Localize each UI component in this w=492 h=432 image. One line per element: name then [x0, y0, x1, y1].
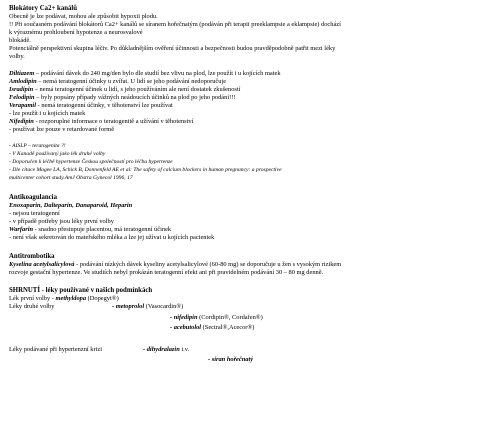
drug-text: – nemá teratogenní účinky u zvířat. U lidí se jeho podávání nedoporučuje	[36, 78, 227, 85]
section-heading-calcium-blockers: Blokátory Ca2+ kanálů	[9, 5, 78, 12]
drug-name: methyldopa	[55, 295, 87, 302]
paragraph-line: - lze použít i u kojících matek	[9, 110, 86, 117]
drug-name: Warfarin	[9, 226, 34, 233]
drug-entry-warfarin	[9, 226, 171, 233]
paragraph-line: blokádě.	[9, 37, 31, 44]
drug-text: - snadno přestupuje placentou, má teratogenní účinek	[33, 226, 172, 233]
brand-names: (Dopegyt®)	[86, 295, 119, 302]
second-choice-acebutolol	[170, 324, 254, 331]
drug-name: - metoprolol	[112, 303, 145, 310]
drug-text: - podávání nízkých dávek kyseliny acetylsalicylové (60-80 mg) se doporučuje u žen s vysokým rizikem	[74, 261, 342, 268]
drug-name: Isradipin	[9, 86, 34, 93]
drug-text: - rozporuplné informace o teratogenitě a užívání v těhotenství	[33, 118, 194, 125]
second-choice-nifedipin	[170, 314, 263, 321]
brand-names: (Sectral®,Acecor®)	[201, 324, 255, 331]
brand-names: (Cordipin®, Cordafen®)	[197, 314, 263, 321]
crisis-label: Léky podávané při hypertenzní krizi	[9, 346, 102, 353]
section-heading-antithrombotics: Antitrombotika	[9, 253, 55, 260]
drug-text: - nemá teratogenní účinky, v těhotenství lze používat	[36, 102, 173, 109]
drug-entry-amlodipin	[9, 78, 226, 85]
drug-entry-asa	[9, 261, 341, 268]
crisis-dihydralazin	[143, 346, 189, 353]
drug-name: - nifedipin	[170, 314, 198, 321]
second-choice-label: Léky druhé volby	[9, 303, 55, 310]
paragraph-line: - není však sekretován do mateřského mléka a lze jej užívat u kojících pacientek	[9, 234, 215, 241]
note-line: - Dle citace Magee LA, Schick B, Donnenfeld AE et al: The safety of calcium blockers in human pregnancy: a prospective	[9, 167, 282, 173]
note-line: - AISLP – teratogenita ?!	[9, 143, 66, 149]
drug-entry-isradipin	[9, 86, 240, 93]
drug-entry-diltiazem	[9, 70, 281, 77]
paragraph-line: !! Při současném podávání blokátorů Ca2+ kanálů se síranem hořečnatým (podáván při terapii preeklampsie a eklampsie) dochází	[9, 21, 341, 28]
drug-name: Verapamil	[9, 102, 36, 109]
section-heading-anticoagulants: Antikoagulancia	[9, 194, 57, 201]
paragraph-line: - nejsou teratogenní	[9, 210, 60, 217]
drug-name: Kyselina acetylsalicylová	[9, 261, 75, 268]
drug-text: – podávání dávek do 240 mg/den bylo dle studií bez vlivu na plod, lze použít i u kojících matek	[34, 70, 281, 77]
drug-text: – nemá teratogenní účinek u lidí, s jeho používáním ale není dostatek zkušeností	[33, 86, 241, 93]
crisis-magnesium-sulfate: - síran hořečnatý	[208, 356, 254, 363]
drug-entry-verapamil	[9, 102, 173, 109]
drug-list: Enoxaparin, Dalteparin, Danaparoid, Heparin	[9, 202, 133, 209]
paragraph-line: - používat lze pouze v retardované formě	[9, 126, 115, 133]
route: i.v.	[179, 346, 190, 353]
brand-names: (Vasocardin®)	[144, 303, 184, 310]
paragraph-line: Potenciálně perspektivní skupina léčiv. Po důkladnějším ověření účinnosti a bezpečnosti budou pravděpodobně patřit mezi léky	[9, 45, 336, 52]
paragraph-line: k výraznému prohloubení hypotenze a neurosvalové	[9, 29, 143, 36]
second-choice-metoprolol	[112, 303, 183, 310]
drug-name: - acebutolol	[170, 324, 202, 331]
section-heading-summary: SHRNUTÍ - léky používané v našich podmínkách	[9, 287, 153, 294]
paragraph-line: - v případě potřeby jsou léky první volby	[9, 218, 114, 225]
paragraph-line: volby.	[9, 53, 25, 60]
paragraph-line: Obecně je lze podávat, mohou ale způsobit hypoxii plodu.	[9, 13, 158, 20]
drug-name: Amlodipin	[9, 78, 37, 85]
first-choice-line	[9, 295, 119, 302]
note-line: - Doporučen k léčbě hypertenze Českou společností pro léčbu hypertenze	[9, 159, 173, 165]
drug-name: Diltiazem	[9, 70, 35, 77]
first-choice-label: Lék první volby -	[9, 295, 54, 302]
drug-name: Nifedipin	[9, 118, 34, 125]
drug-name: Felodipin	[9, 94, 35, 101]
note-line: multicenter cohort study.AmJ Obstra Gynecol 1996, 17	[9, 175, 133, 181]
paragraph-line: rozvoje gestační hypertenze. Ve studiích nebyl prokázán teratogenní efekt ani při pravidelném podávání 30 – 80 mg denně.	[9, 269, 324, 276]
drug-entry-nifedipin	[9, 118, 193, 125]
drug-text: – byly popsány případy vážných neádoucích účinků na plod po jeho podání!!!	[34, 94, 236, 101]
note-line: - V Kanadě používaný jako lék druhé volby	[9, 151, 106, 157]
drug-entry-felodipin	[9, 94, 235, 101]
drug-name: - dihydralazin	[143, 346, 180, 353]
